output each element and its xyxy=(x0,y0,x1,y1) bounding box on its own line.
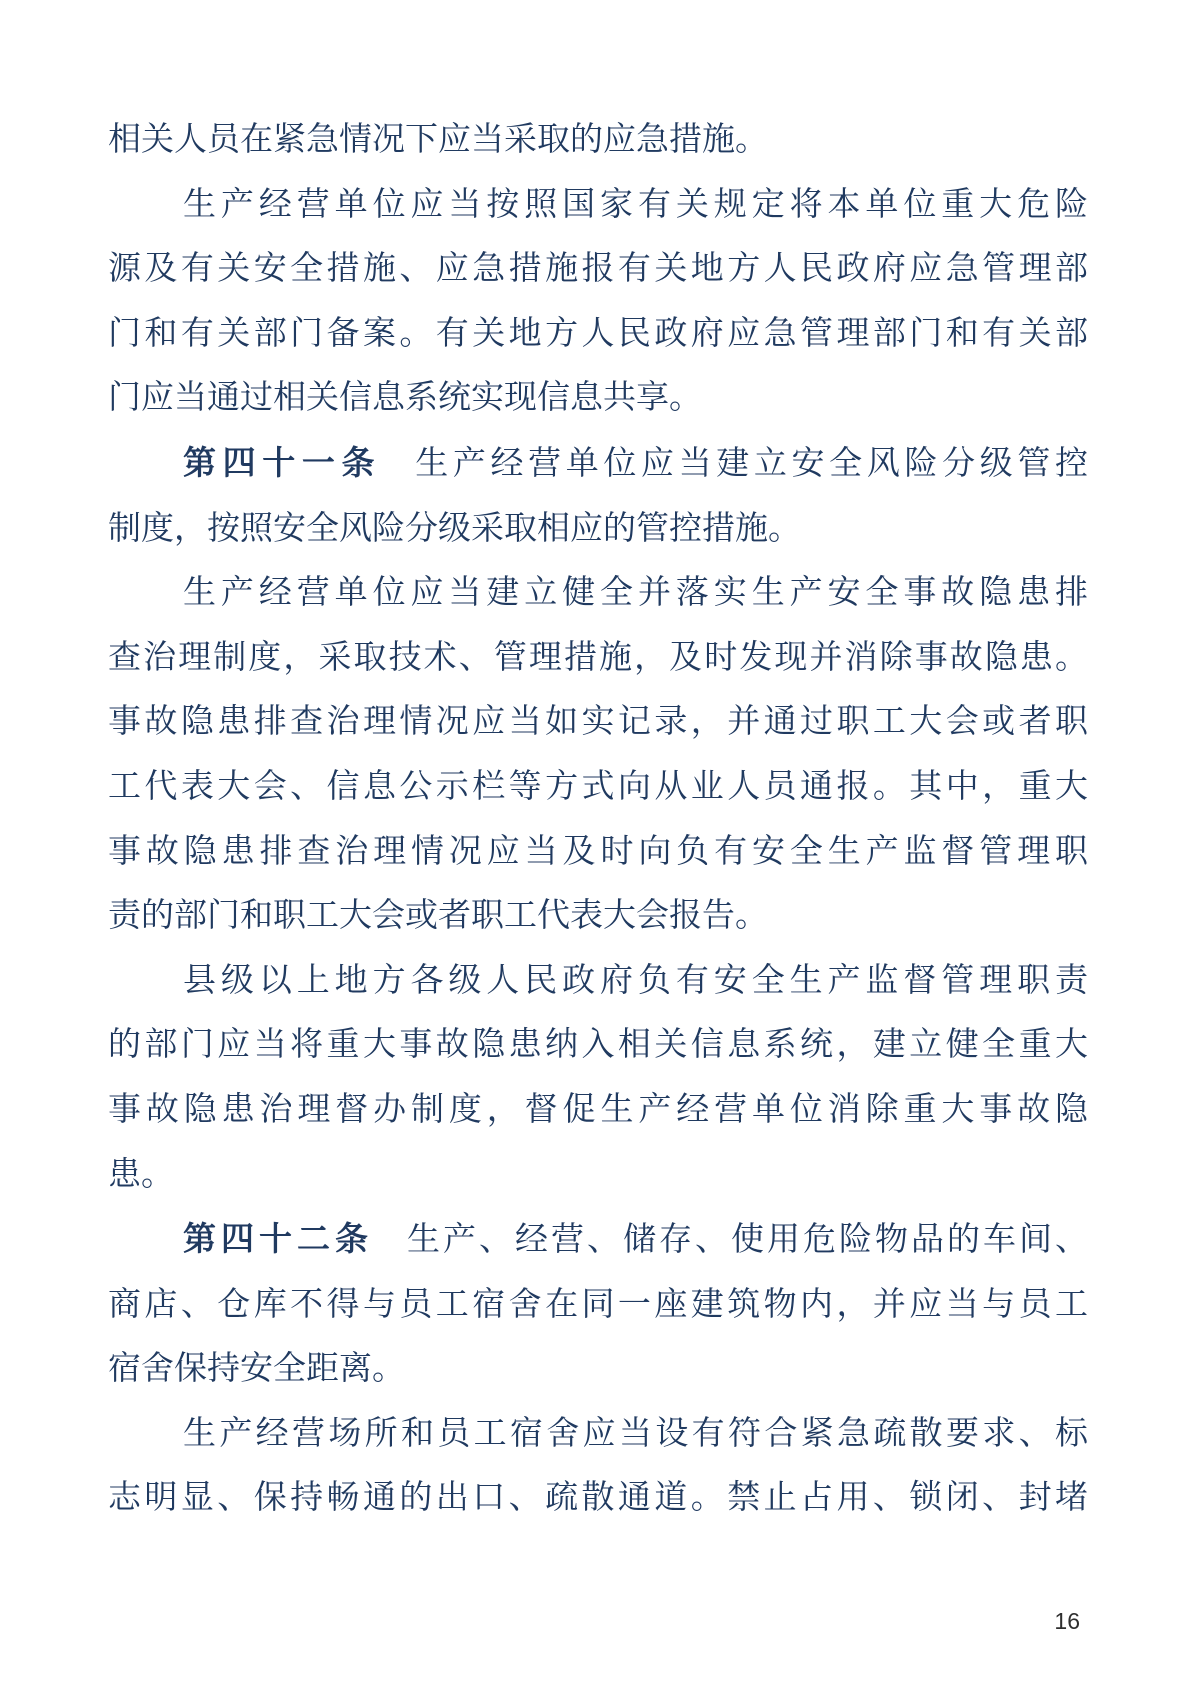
article-41-text: 生产经营单位应当建立安全风险分级管控 xyxy=(415,445,1089,482)
text-line: 志明显、保持畅通的出口、疏散通道。禁止占用、锁闭、封堵 xyxy=(108,1480,1088,1517)
article-41-number: 第四十一条 xyxy=(183,443,382,481)
document-body xyxy=(108,108,1088,1531)
page-number: 16 xyxy=(1054,1608,1080,1634)
text-line: 事故隐患治理督办制度，督促生产经营单位消除重大事故隐 xyxy=(108,1091,1088,1128)
text-line: 生产经营单位应当建立健全并落实生产安全事故隐患排 xyxy=(183,575,1088,612)
text-line: 责的部门和职工大会或者职工代表大会报告。 xyxy=(108,898,768,935)
text-line: 查治理制度，采取技术、管理措施，及时发现并消除事故隐患。 xyxy=(108,639,1088,676)
text-line: 工代表大会、信息公示栏等方式向从业人员通报。其中，重大 xyxy=(108,768,1088,805)
text-line: 生产经营场所和员工宿舍应当设有符合紧急疏散要求、标 xyxy=(183,1415,1088,1452)
text-line: 源及有关安全措施、应急措施报有关地方人民政府应急管理部 xyxy=(108,251,1088,288)
article-42-line xyxy=(108,1207,1088,1273)
text-line: 患。 xyxy=(108,1156,174,1193)
text-line: 事故隐患排查治理情况应当及时向负有安全生产监督管理职 xyxy=(108,833,1088,870)
article-42-number: 第四十二条 xyxy=(183,1220,373,1258)
article-41-line xyxy=(108,431,1088,497)
text-line: 相关人员在紧急情况下应当采取的应急措施。 xyxy=(108,122,768,158)
text-line: 制度，按照安全风险分级采取相应的管控措施。 xyxy=(108,510,801,547)
text-line: 的部门应当将重大事故隐患纳入相关信息系统，建立健全重大 xyxy=(108,1027,1088,1064)
text-line: 门应当通过相关信息系统实现信息共享。 xyxy=(108,380,702,417)
text-line: 商店、仓库不得与员工宿舍在同一座建筑物内，并应当与员工 xyxy=(108,1286,1088,1323)
text-line: 事故隐患排查治理情况应当如实记录，并通过职工大会或者职 xyxy=(108,704,1088,741)
text-line: 生产经营单位应当按照国家有关规定将本单位重大危险 xyxy=(183,186,1088,223)
article-42-text: 生产、经营、储存、使用危险物品的车间、 xyxy=(407,1222,1088,1259)
text-line: 县级以上地方各级人民政府负有安全生产监督管理职责 xyxy=(183,962,1088,999)
text-line: 宿舍保持安全距离。 xyxy=(108,1351,405,1388)
text-line: 门和有关部门备案。有关地方人民政府应急管理部门和有关部 xyxy=(108,315,1088,352)
